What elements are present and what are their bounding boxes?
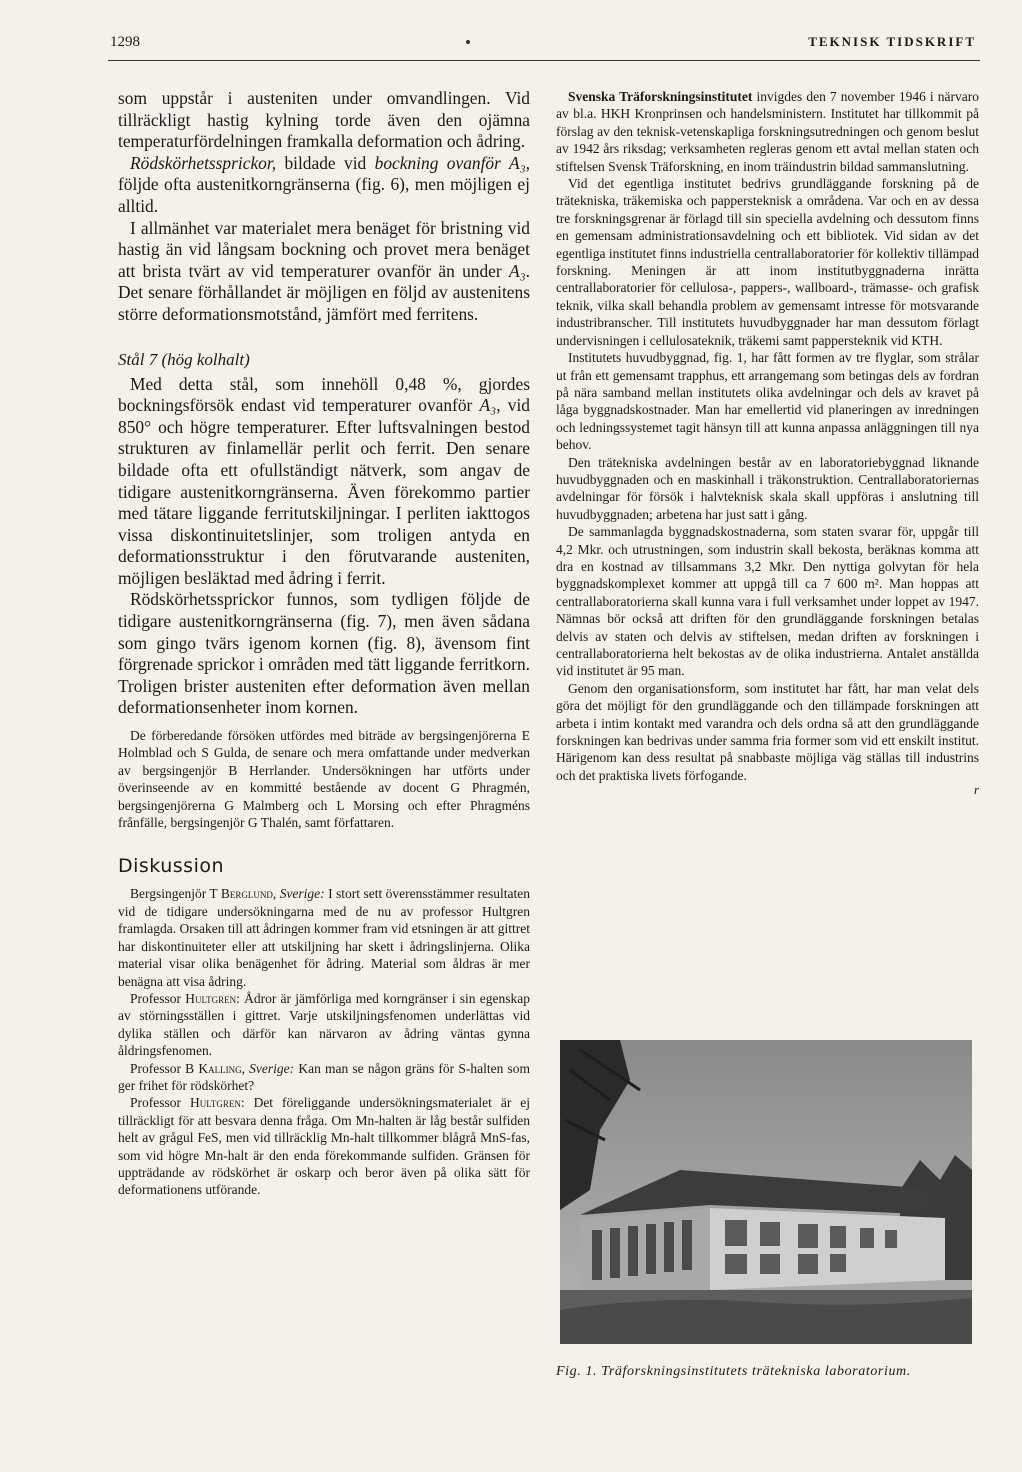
text: följde ofta austenitkorngränserna (fig. 6), men möjligen ej alltid. <box>118 174 530 216</box>
symbol: A₃ <box>508 260 526 281</box>
discussion <box>118 885 530 1198</box>
paragraph: Institutets huvudbyggnad, fig. 1, har fått formen av tre flyglar, som strålar ut från ett gemensamt trapphus, ett arrangemang som betingas dels av fordran på nära samband mellan institutets olika avdelningar och dels av kravet på låga byggnadskostnader. Man har emellertid vid planeringen av inredningen och ledningssystemet tagit hänsyn till att kunna anpassa anläggningen till nya behov. <box>556 350 979 453</box>
paragraph: De sammanlagda byggnadskostnaderna, som staten svarar för, uppgår till 4,2 Mkr. och utrustningen, som industrin skall bekosta, beräknas komma att dra en kostnad av tillsammans 3,2 Mkr. Den nyttiga golvytan för hela byggnadskomplexet kommer att uppgå till ca 7 600 m². Man hoppas att centrallaboratorierna skall kunna vara i full verksamhet under loppet av 1947. Nämnas bör också att driften för den grundläggande forskningen betalas delvis av staten och delvis av stiftelsen, medan driften av forskningen i centrallaboratorierna helt bekostas av de olika industrierna. Antalet anställda vid institutet är 95 man. <box>556 524 979 679</box>
text: . Det senare förhållandet är möjligen en följd av austenitens större deformationsmotstånd, jämfört med ferritens. <box>118 260 530 324</box>
paragraph <box>118 218 530 326</box>
right-column <box>556 88 979 798</box>
discussion-heading: Diskussion <box>118 855 225 878</box>
paragraph: Rödskörhetssprickor funnos, som tydligen följde de tidigare austenitkorngränserna (fig. 7), men även sådana som gingo tvärs igenom kornen (fig. 8), ävensom fint förgrenade sprickor i områden med tätt liggande ferritkorn. Troligen brister austeniten efter deformation även mellan deformationsenheter inom kornen. <box>118 589 530 718</box>
speaker-country: Sverige: <box>249 1060 295 1076</box>
section-heading: Stål 7 (hög kolhalt) <box>118 349 250 369</box>
article-body <box>118 88 530 719</box>
text: , vid 850° och högre temperaturer. Efter luftsvalningen bestod strukturen av finlamellär perlit och ferrit. Den senare bildade ofta ett ofullständigt nätverk, som angav de tidigare austenitkorngränserna. Även förekommo partier med tätare liggande ferritutskiljningar. I perliten iakttogos vissa diskontinuitetslinjer, som troligen antyda en deformationsstruktur i den förutvarande austeniten, möjligen besläktad med ådring i ferrit. <box>118 395 530 588</box>
paragraph <box>118 153 530 218</box>
paragraph: De förberedande försöken utfördes med biträde av bergsingenjörerna E Holmblad och S Gulda, de senare och mera omfattande under medverkan av bergsingenjör B Herrlander. Undersökningen har utförts under överinseende av en kommitté bestående av docent G Phragmén, bergsingenjörerna G Malmberg och L Morsing och efter Phragméns frånfälle, bergsingenjör G Thalén, samt författaren. <box>118 728 530 831</box>
discussion-entry <box>118 1094 530 1198</box>
text: I allmänhet var materialet mera benäget för bristning vid hastig än vid långsam bockning och provet mera benäget att brista tvärt av vid temperaturer ovanför än under <box>118 217 530 281</box>
speaker-name: Hultgren <box>189 1095 241 1111</box>
journal-title: TEKNISK TIDSKRIFT <box>808 34 976 49</box>
paragraph: Vid det egentliga institutet bedrivs grundläggande forskning på de trätekniska, träkemiska och pappersteknisk a områdena. Var och en av dessa tre forskningsgrenar är förlagd till sin speciella avdelning och dessutom finns en gemensam administrationsavdelning och ett bibliotek. Vid sidan av det egentliga institutet finns industriella centrallaboratorier för kollektiv tillämpad forskning. Meningen är att inom institutbyggnaderna inrätta centrallaboratorier för cellulosa-, pappers-, wallboard-, trämasse- och grafisk teknik, vilka skall behandla problem av gemensamt intresse för motsvarande industribranscher. Till institutets huvudbyggnader har man dessutom förlagt undervisningen i cellulosateknik, träkemi samt pappersteknik vid KTH. <box>556 176 979 348</box>
speaker-name: Berglund <box>220 886 273 902</box>
text: invigdes den 7 november 1946 i närvaro av bl.a. HKH Kronprinsen och handelsministern. Institutet har tillkommit på förslag av den teknisk-vetenskapliga forskningsutredningen och genom beslut av 1942 års riksdag; verksamheten regleras genom ett avtal mellan staten och stiftelsen Svensk Träforskning, en inom träindustrin bildad sammanslutning. <box>556 89 979 174</box>
text: I stort sett överensstämmer resultaten vid de tidigare undersökningarna med de nu av professor Hultgren framlagda. Orsaken till att ådringen kommer fram vid etsningen är att gittret har diskontinuiteter eller att utskiljning har skett i ådringslinjerna. Olika material visar olika benägenhet för ådring. Material som åldras är mer benägna att visa ådring. <box>118 886 530 989</box>
end-mark: r <box>973 782 979 798</box>
text: : Ådror är jämförliga med korngränser i sin egenskap av störningsställen i gittret. Varje utskiljningsfenomen underlättas vid dylika ställen och därför kan närvaron av ådring väntas gynna åldringsfenomen. <box>118 990 530 1059</box>
text: Kan man se någon gräns för S-halten som ger frihet för rödskörhet? <box>118 1060 531 1093</box>
speaker-name: Kalling <box>198 1060 242 1076</box>
discussion-entry: Professor B Kalling, Sverige: Kan man se någon gräns för S-halten som ger frihet för rödskörhet? <box>118 1060 531 1093</box>
paragraph: Den trätekniska avdelningen består av en laboratoriebyggnad liknande huvudbyggnaden och en maskinhall i träkonstruktion. Centrallaboratoriernas avdelningar för försök i halvteknisk skala skall uppföras i anslutning till huvudbyggnaden; arbetena har just satt i gång. <box>556 454 979 522</box>
speaker-title: Professor B <box>130 1060 199 1076</box>
header-dot <box>466 40 470 44</box>
paragraph <box>118 374 530 590</box>
left-column <box>118 88 530 1199</box>
speaker-country: Sverige: <box>279 886 325 902</box>
discussion-entry <box>118 990 530 1060</box>
figure-caption: Fig. 1. Träforskningsinstitutets trätekniska laboratorium. <box>556 1364 911 1379</box>
speaker-title: Bergsingenjör T <box>130 886 221 902</box>
text: bildade vid <box>276 152 375 173</box>
discussion-entry: Bergsingenjör T Berglund, Sverige: I stort sett överensstämmer resultaten vid de tidigare undersökningarna med de nu av professor Hultgren framlagda. Orsaken till att ådringen kommer fram vid etsningen är att gittret har diskontinuiteter eller att utskiljning har skett i ådringslinjerna. Olika material visar olika benägenhet för ådring. Material som åldras är mer benägna att visa ådring. <box>118 886 530 989</box>
term: Rödskörhetssprickor, <box>130 152 277 173</box>
paragraph <box>556 88 979 175</box>
speaker-title: Professor <box>130 990 186 1006</box>
paragraph: Genom den organisationsform, som institutet har fått, har man velat dels göra det möjligt för den grundläggande och den tillämpade forskningen att arbeta i intim kontakt med varandra och dels ordna så att den grundläggande forskningen kan bedrivas under samma fria former som vid ett enskilt institut. Härigenom kan dess resultat på snabbaste möjliga väg ställas till industrins och det praktiska livets förfogande. <box>556 680 979 783</box>
text: : Det föreliggande undersökningsmaterialet är ej tillräckligt för att besvara denna fråga. Om Mn-halten är låg består sulfiden helt av grågul FeS, men vid tillräcklig Mn-halt tillkommer blågrå MnS-fas, som vid högre Mn-halt är den enda förekommande sulfiden. Gränsen för uppträdande av rödskörhet är oskarp och beror även på olika sätt för deformationens utförande. <box>118 1095 531 1198</box>
page-number: 1298 <box>110 34 140 50</box>
symbol: A₃ <box>479 395 497 416</box>
acknowledgement <box>118 727 530 831</box>
speaker-name: Hultgren <box>185 990 237 1006</box>
header-rule <box>108 60 980 61</box>
text: Med detta stål, som innehöll 0,48 %, gjordes bockningsförsök endast vid temperaturer ovanför <box>118 373 530 416</box>
institute-name: Svenska Träforskningsinstitutet <box>568 89 753 104</box>
speaker-title: Professor <box>130 1095 190 1111</box>
building-photo <box>560 1040 972 1344</box>
paragraph: som uppstår i austeniten under omvandlingen. Vid tillräckligt hastig kylning torde även den ojämna temperaturfördelningen framkalla deformation och ådring. <box>118 88 530 152</box>
term: bockning ovanför A₃, <box>374 152 530 173</box>
